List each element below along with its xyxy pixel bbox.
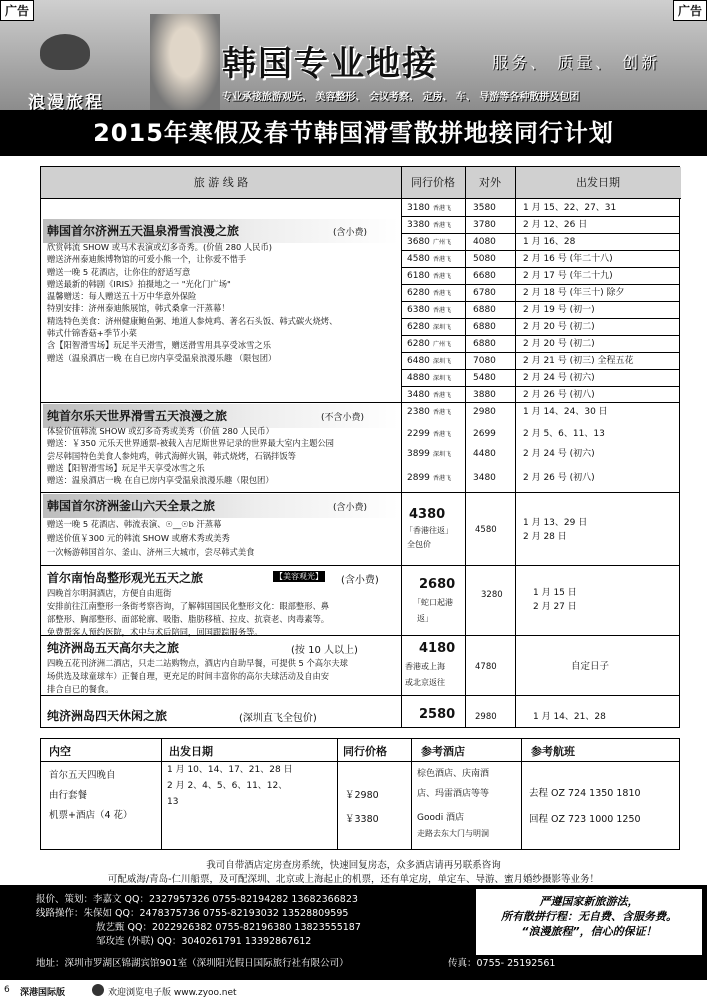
- page-number: 6: [4, 985, 10, 995]
- outside-value: 3480: [473, 473, 496, 483]
- route4-price: 2680: [419, 577, 456, 592]
- outside-value: 5080: [473, 254, 496, 264]
- price-city: 深圳飞: [433, 358, 452, 365]
- departure-date: 1 月 16、28: [523, 237, 576, 247]
- route4-outside: 3280: [481, 590, 503, 600]
- price-city: 深圳飞: [433, 324, 452, 331]
- col-peer-price: 同行价格: [401, 167, 465, 199]
- departure-date: 1 月 15、22、27、31: [523, 203, 617, 213]
- header-slogan: 服务、 质量、 创新: [492, 53, 661, 72]
- price-value: 2899: [407, 473, 430, 483]
- magazine-name: 深港国际版: [20, 988, 66, 998]
- price-city: 香港飞: [433, 273, 452, 280]
- departure-date: 2 月 12、26 日: [523, 220, 588, 230]
- footprint-icon: [40, 34, 90, 70]
- note-hotel: 我司自带酒店定房查房系统，快速回复房态，众多酒店请再另联系咨询: [206, 860, 501, 871]
- outside-value: 4480: [473, 449, 496, 459]
- price-value: 6480: [407, 356, 430, 366]
- price-value: 3899: [407, 449, 430, 459]
- detail-line: 赠送【阳智滑雪场】玩足半天享受冰雪之乐: [47, 462, 205, 473]
- fax: 传真：0755- 25192561: [448, 958, 556, 969]
- departure-date: 2 月 21 号 (初三) 全程五花: [523, 356, 634, 366]
- route3-title: 韩国首尔济洲釜山六天全景之旅: [47, 499, 216, 513]
- route5-title: 纯济洲岛五天高尔夫之旅: [47, 641, 180, 655]
- price-value: 3380: [407, 220, 430, 230]
- inland-h-product: 内空: [49, 745, 71, 758]
- price-city: 香港飞: [433, 307, 452, 314]
- route2-details: [47, 425, 334, 486]
- detail-line: 赠送济州泰迪熊博物馆的可爱小熊一个，让你爱不惜手: [47, 254, 247, 265]
- price-city: 广州飞: [433, 341, 452, 348]
- price-city: 香港飞: [433, 256, 452, 263]
- price-city: 香港飞: [433, 290, 452, 297]
- route4-details: [47, 587, 329, 639]
- detail-line: 赠送：温泉酒店一晚 在自已房内享受温泉浪漫乐趣（限包团）: [47, 475, 274, 486]
- inland-h-hotel: 参考酒店: [421, 745, 465, 758]
- price-value: 4580: [407, 254, 430, 264]
- outside-value: 7080: [473, 356, 496, 366]
- departure-date: 2 月 17 号 (年二十九): [523, 271, 613, 281]
- route6-title: 纯济洲岛四天休闲之旅: [47, 709, 168, 723]
- detail-line: 尝尽韩国特色美食人参炖鸡，韩式海鲜火锅，韩式烧烤，石锅拌饭等: [47, 450, 296, 461]
- outside-value: 6880: [473, 322, 496, 332]
- route4-price-note: 「蛇口起港: [413, 598, 453, 607]
- promise-line-3: “浪漫旅程”，信心的保证！: [521, 925, 657, 938]
- departure-date: 2 月 26 号 (初八): [523, 390, 595, 400]
- departure-date: 2 月 24 号 (初六): [523, 449, 595, 459]
- price-city: 香港飞: [433, 205, 452, 212]
- promise-box: [476, 889, 702, 955]
- price-value: 6180: [407, 271, 430, 281]
- contact-line-1: 报价、策划：李嘉文 QQ：2327957326 0755-82194282 13682366823: [36, 894, 358, 905]
- main-title: 2015年寒假及春节韩国滑雪散拼地接同行计划: [0, 110, 707, 156]
- inland-hotel-4: 走路去东大门与明洞: [417, 829, 489, 838]
- route3-outside: 4580: [475, 525, 497, 535]
- price-city: 香港飞: [433, 475, 452, 482]
- outside-value: 2699: [473, 429, 496, 439]
- price-city: 广州飞: [433, 239, 452, 246]
- route3-date2: 2 月 28 日: [523, 532, 567, 542]
- inland-h-flight: 参考航班: [531, 745, 575, 758]
- outside-value: 6880: [473, 305, 496, 315]
- outside-value: 3780: [473, 220, 496, 230]
- detail-line: 特别安排：济州泰迪熊展馆，韩式桑拿一汗蒸幕！: [47, 303, 230, 314]
- outside-value: 6780: [473, 288, 496, 298]
- price-value: 2299: [407, 429, 430, 439]
- brand-logo: [22, 30, 152, 110]
- route6-tag: (深圳直飞全包价): [239, 713, 317, 724]
- outside-value: 3880: [473, 390, 496, 400]
- promise-line-2: 所有散拼行程：无自费、含服务费。: [501, 910, 677, 923]
- price-city: 深圳飞: [433, 375, 452, 382]
- outside-value: 6680: [473, 271, 496, 281]
- departure-date: 2 月 20 号 (初二): [523, 322, 595, 332]
- contact-line-3: 敖艺甄 QQ：2022926382 0755-82196380 13823555187: [96, 922, 361, 933]
- promise-line-1: 严遵国家新旅游法，: [539, 895, 639, 908]
- header-title: 韩国专业地接: [222, 44, 438, 84]
- inland-date-3: 13: [167, 797, 179, 807]
- outside-value: 5480: [473, 373, 496, 383]
- route5-price-note: 香港或上海: [405, 662, 445, 671]
- inland-price-1: ￥2980: [345, 790, 379, 801]
- route6-outside: 2980: [475, 712, 497, 722]
- ad-label-right: 广告: [673, 0, 707, 21]
- inland-date-2: 2 月 2、4、5、6、11、12、: [167, 781, 288, 791]
- route3-price-note2: 全包价: [407, 540, 431, 549]
- header-subtitle: 专业承接旅游观光、 美容整形、 会议考察、 定房、 车、 导游等各种散拼及包团: [222, 92, 580, 103]
- inland-flight-2: 回程 OZ 723 1000 1250: [529, 814, 641, 825]
- route3-price: 4380: [409, 507, 446, 522]
- detail-line: 赠送最新的韩剧《IRIS》拍摄地之一 "光化门广场": [47, 278, 231, 289]
- detail-line: 欣赏韩流 SHOW 或马术表演或幻多奇秀。(价值 280 人民币): [47, 242, 273, 252]
- departure-date: 2 月 26 号 (初八): [523, 473, 595, 483]
- contact-footer: [0, 885, 707, 980]
- price-value: 3480: [407, 390, 430, 400]
- ebook-link[interactable]: 欢迎浏览电子版 www.zyoo.net: [108, 988, 237, 998]
- route3-date1: 1 月 13、29 日: [523, 518, 588, 528]
- departure-date: 2 月 18 号 (年三十) 除夕: [523, 288, 625, 298]
- magazine-logo-icon: [92, 984, 104, 996]
- price-value: 6280: [407, 288, 430, 298]
- inland-hotel-3: Goodi 酒店: [417, 813, 465, 823]
- departure-date: 1 月 14、24、30 日: [523, 407, 608, 417]
- route1-details: [47, 241, 337, 364]
- detail-line: 赠送（温泉酒店一晚 在自已房内享受温泉浪漫乐趣 （限包团）: [47, 352, 277, 363]
- inland-hotel-1: 棕色酒店、庆南酒: [417, 769, 490, 779]
- route2-tag: (不含小费): [321, 413, 365, 423]
- price-city: 香港飞: [433, 222, 452, 229]
- departure-date: 2 月 24 号 (初六): [523, 373, 595, 383]
- ad-label-left: 广告: [0, 0, 34, 21]
- route4-price-note2: 返」: [417, 614, 433, 623]
- col-outside: 对外: [465, 167, 515, 199]
- price-city: 香港飞: [433, 392, 452, 399]
- inland-price-2: ￥3380: [345, 814, 379, 825]
- detail-line: 四晚首尔明洞酒店，方便自由逛街: [47, 588, 172, 598]
- detail-line: 赠送价值￥300 元的韩流 SHOW 或磨术秀或美秀: [47, 533, 230, 543]
- page-footer: [0, 982, 707, 1000]
- price-value: 4880: [407, 373, 430, 383]
- route5-price: 4180: [419, 641, 456, 656]
- detail-line: 体验价值韩流 SHOW 或幻多奇秀或美秀（价值 280 人民币）: [47, 426, 274, 436]
- price-city: 香港飞: [433, 431, 452, 438]
- route4-title: 首尔南怡岛整形观光五天之旅: [47, 571, 204, 585]
- route4-date1: 1 月 15 日: [533, 588, 577, 598]
- route3-price-note: 「香港往返」: [405, 526, 453, 535]
- detail-line: 场供选及球童球车）正餐自理，更充足的时间丰富你的高尔夫球活动及自由安: [47, 671, 330, 681]
- detail-line: 赠送：￥350 元乐天世界通票-被载入吉尼斯世界记录的世界最大室内主题公园: [47, 438, 334, 449]
- inland-package-table: [40, 738, 680, 850]
- route1-title: 韩国首尔济洲五天温泉滑雪浪漫之旅: [47, 224, 240, 238]
- price-value: 6280: [407, 339, 430, 349]
- detail-line: 免费帮客人预约医院，术中与术后陪同，回国跟踪服务等。: [47, 627, 263, 637]
- route3-details: [47, 517, 254, 559]
- contact-line-4: 邹玫连 (外联) QQ：3040261791 13392867612: [96, 936, 312, 947]
- route5-date: 自定日子: [571, 661, 610, 672]
- price-city: 香港飞: [433, 409, 452, 416]
- departure-date: 2 月 5、6、11、13: [523, 429, 605, 439]
- price-value: 6380: [407, 305, 430, 315]
- contact-line-2: 线路操作：朱保如 QQ：2478375736 0755-82193032 13528809595: [36, 908, 349, 919]
- route5-outside: 4780: [475, 662, 497, 672]
- note-services: 可配威海/青岛-仁川船票，及可配深圳、北京或上海起止的机票，还有单定房，单定车、导游、蜜月婚纱摄影等业务！: [107, 874, 600, 885]
- route6-date: 1 月 14、21、28: [533, 712, 606, 722]
- detail-line: 四晚五花刊济洲二酒店，只走二站购物点，酒店内自助早餐，可提供 5 个高尔夫球: [47, 658, 348, 668]
- price-value: 3180: [407, 203, 430, 213]
- price-value: 2380: [407, 407, 430, 417]
- address: 地址：深圳市罗湖区锦湖宾馆901室（深圳阳光假日国际旅行社有限公司）: [36, 958, 349, 969]
- route2-title: 纯首尔乐天世界滑雪五天浪漫之旅: [47, 409, 228, 423]
- departure-date: 2 月 19 号 (初一): [523, 305, 595, 315]
- price-value: 3680: [407, 237, 430, 247]
- inland-hotel-2: 店、玛雷酒店等等: [417, 789, 490, 799]
- detail-line: 温馨赠送：每人赠送五十万中华意外保险: [47, 291, 197, 302]
- departure-date: 2 月 20 号 (初二): [523, 339, 595, 349]
- route5-price-note2: 或北京返往: [405, 678, 445, 687]
- outside-value: 4080: [473, 237, 496, 247]
- inland-product-1: 首尔五天四晚自: [49, 770, 116, 781]
- outside-value: 6880: [473, 339, 496, 349]
- detail-line: 韩式什锦香菇+季节小菜: [47, 328, 137, 339]
- price-city: 深圳飞: [433, 451, 452, 458]
- hanbok-photo: [150, 14, 220, 110]
- brand-name: 浪漫旅程: [28, 93, 104, 110]
- detail-line: 赠送一晚 5 花酒店，让你住的舒适写意: [47, 266, 191, 277]
- detail-line: 安排前往江南整形一条街考察咨询，了解韩国国民化整形文化：眼部整形、鼻: [47, 601, 330, 611]
- inland-h-dates: 出发日期: [169, 745, 213, 758]
- route4-badge: 【美容观光】: [275, 572, 323, 581]
- header-banner: [0, 0, 707, 110]
- itinerary-table: [40, 166, 680, 728]
- detail-line: 赠送一晚 5 花酒店、韩流表演、☉__☉b 汗蒸幕: [47, 519, 222, 529]
- route6-price: 2580: [419, 707, 456, 722]
- inland-flight-1: 去程 OZ 724 1350 1810: [529, 788, 641, 799]
- col-route: 旅 游 线 路: [41, 167, 401, 199]
- outside-value: 3580: [473, 203, 496, 213]
- route3-tag: (含小费): [333, 503, 368, 513]
- detail-line: 精选特色美食：济州健康鲍鱼粥、地道人参炖鸡、著名石头饭、韩式碳火烧烤、: [47, 315, 338, 326]
- departure-date: 2 月 16 号 (年二十八): [523, 254, 613, 264]
- route5-details: [47, 657, 348, 696]
- inland-date-1: 1 月 10、14、17、21、28 日: [167, 765, 293, 775]
- detail-line: 排合自已的餐食。: [47, 684, 114, 694]
- col-departure: 出发日期: [515, 167, 681, 199]
- inland-h-price: 同行价格: [343, 745, 387, 758]
- outside-value: 2980: [473, 407, 496, 417]
- route5-tag: (按 10 人以上): [291, 645, 358, 656]
- route4-date2: 2 月 27 日: [533, 602, 577, 612]
- inland-product-2: 由行套餐: [49, 790, 88, 801]
- route4-tag: (含小费): [341, 575, 379, 586]
- route1-tag: (含小费): [333, 228, 368, 238]
- detail-line: 一次畅游韩国首尔、釜山、济州三大城市，尝尽韩式美食: [47, 547, 255, 557]
- inland-product-3: 机票+酒店（4 花）: [49, 810, 133, 821]
- detail-line: 含【阳智滑雪场】玩足半天滑雪，赠送滑雪用具享受冰雪之乐: [47, 340, 272, 351]
- detail-line: 部整形、胸部整形、面部轮廓、吸脂、脂肪移植、拉皮、抗衰老、肉毒素等。: [47, 614, 330, 624]
- price-value: 6280: [407, 322, 430, 332]
